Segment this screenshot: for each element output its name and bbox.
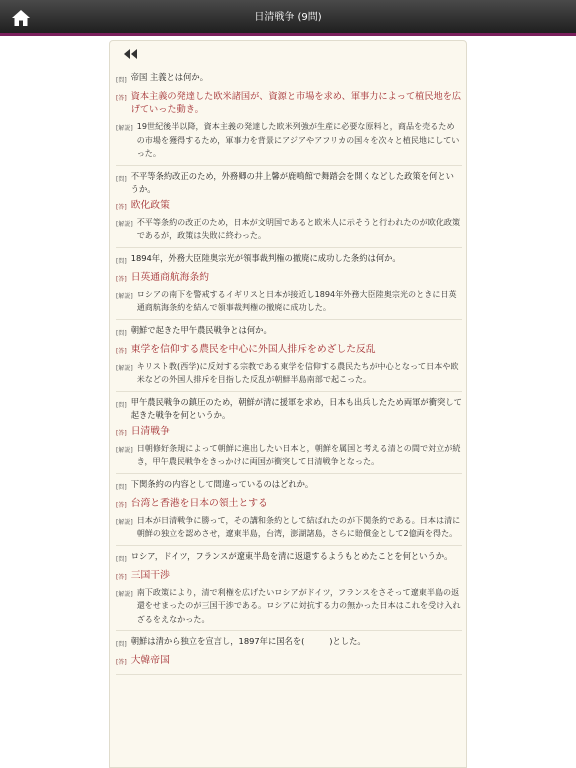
question-label: [問]: [116, 257, 127, 265]
explanation-row: [116, 585, 462, 627]
question-item: [116, 67, 462, 166]
answer-text: 資本主義の発達した欧米諸国が、資源と市場を求め、軍事力によって植民地を広げていった動き。: [130, 91, 462, 115]
answer-label: [答]: [116, 95, 127, 102]
question-label: [問]: [116, 175, 127, 183]
answer-text: 日英通商航海条約: [130, 271, 210, 283]
question-row: [116, 476, 462, 495]
answer-text: 大韓帝国: [130, 655, 170, 666]
explanation-text: 日朝修好条規によって朝鮮に進出したい日本と，朝鮮を属国と考える清との間で対立が続き，甲午農民戦争をきっかけに両国が衝突して日清戦争となった。: [136, 442, 461, 466]
top-bar: [0, 0, 576, 36]
quiz-panel: [109, 40, 467, 768]
explanation-label: [解説]: [116, 125, 133, 132]
explanation-row: [116, 287, 462, 315]
answer-text: 三国干渉: [130, 569, 170, 581]
answer-label: [答]: [116, 501, 127, 509]
question-label: [問]: [116, 77, 127, 84]
back-button[interactable]: [124, 47, 140, 61]
question-list: [110, 67, 466, 675]
answer-label: [答]: [116, 347, 127, 355]
question-row: [116, 633, 462, 652]
answer-text: 日清戦争: [130, 425, 170, 437]
question-item: [116, 546, 462, 632]
answer-row: [116, 423, 462, 441]
answer-label: [答]: [116, 429, 127, 437]
answer-row: [116, 88, 462, 119]
page-title: 日清戦争 (9問): [254, 12, 322, 23]
explanation-text: 不平等条約の改正のため，日本が文明国であると欧米人に示そうと行われたのが欧化政策であるが，政策は失敗に終わった。: [136, 216, 461, 240]
answer-label: [答]: [116, 203, 127, 211]
answer-row: [116, 269, 462, 287]
question-item: [116, 474, 462, 546]
question-text: 下関条約の内容として間違っているのはどれか。: [130, 478, 314, 489]
explanation-text: 南下政策により，清で利権を広げたいロシアがドイツ，フランスをさそって遼東半島の返還をせまったのが三国干渉である。ロシアに対抗する力の無かった日本はこれを受け入れざるをえなかった。: [136, 586, 461, 624]
question-text: 朝鮮で起きた甲午農民戦争とは何か。: [130, 324, 272, 335]
question-label: [問]: [116, 401, 127, 409]
question-row: [116, 250, 462, 269]
answer-text: 台湾と香港を日本の領土とする: [130, 497, 268, 509]
explanation-label: [解説]: [116, 364, 133, 372]
explanation-row: [116, 513, 462, 541]
explanation-row: [116, 359, 462, 387]
answer-row: [116, 341, 462, 359]
answer-label: [答]: [116, 659, 127, 666]
answer-row: [116, 495, 462, 513]
double-chevron-left-icon: [124, 49, 138, 59]
question-row: [116, 322, 462, 341]
explanation-text: 19世紀後半以降，資本主義の発達した欧米列強が生産に必要な原料と，商品を売るための市場を獲得するため，軍事力を背景にアジアやアフリカの国々を次々と植民地にしていった。: [136, 121, 460, 158]
question-text: 1894年，外務大臣陸奥宗光が領事裁判権の撤廃に成功した条約は何か。: [130, 252, 401, 263]
explanation-label: [解説]: [116, 518, 133, 526]
question-text: 帝国 主義とは何か。: [130, 72, 208, 82]
question-text: 朝鮮は清から独立を宣言し，1897年に国名を( )とした。: [130, 636, 366, 646]
question-item: [116, 320, 462, 392]
question-row: [116, 168, 462, 197]
explanation-label: [解説]: [116, 446, 133, 454]
explanation-label: [解説]: [116, 220, 133, 228]
explanation-text: ロシアの南下を警戒するイギリスと日本が接近し1894年外務大臣陸奥宗光のときに日英通商航海条約を結んで領事裁判権の撤廃に成功した。: [136, 288, 457, 312]
explanation-label: [解説]: [116, 292, 133, 300]
question-item: [116, 631, 462, 675]
answer-text: 東学を信仰する農民を中心に外国人排斥をめざした反乱: [130, 343, 376, 355]
answer-row: [116, 567, 462, 585]
explanation-row: [116, 119, 462, 161]
question-item: [116, 166, 462, 248]
question-item: [116, 248, 462, 320]
explanation-text: キリスト教(西学)に反対する宗教である東学を信仰する農民たちが中心となって日本や欧米などの外国人排斥を目指した反乱が朝鮮半島南部で起こった。: [136, 360, 459, 384]
question-label: [問]: [116, 483, 127, 491]
question-text: 甲午農民戦争の鎮圧のため，朝鮮が清に援軍を求め，日本も出兵したため両軍が衝突して起きた戦争を何というか。: [130, 396, 462, 420]
explanation-row: [116, 215, 462, 243]
question-label: [問]: [116, 329, 127, 337]
question-item: [116, 392, 462, 474]
question-row: [116, 394, 462, 423]
answer-label: [答]: [116, 573, 127, 581]
question-label: [問]: [116, 641, 127, 648]
explanation-row: [116, 441, 462, 469]
question-row: [116, 548, 462, 567]
answer-row: [116, 652, 462, 670]
question-text: ロシア，ドイツ，フランスが遼東半島を清に返還するようもとめたことを何というか。: [130, 550, 453, 561]
question-text: 不平等条約改正のため，外務卿の井上馨が鹿鳴館で舞踏会を開くなどした政策を何というか。: [130, 170, 454, 194]
answer-row: [116, 197, 462, 215]
explanation-label: [解説]: [116, 590, 133, 598]
answer-text: 欧化政策: [130, 199, 170, 211]
question-row: [116, 69, 462, 88]
explanation-text: 日本が日清戦争に勝って，その講和条約として結ばれたのが下関条約である。日本は清に朝鮮の独立を認めさせ，遼東半島，台湾，澎湖諸島，さらに賠償金として2億両を得た。: [136, 514, 461, 538]
answer-label: [答]: [116, 275, 127, 283]
question-label: [問]: [116, 555, 127, 563]
